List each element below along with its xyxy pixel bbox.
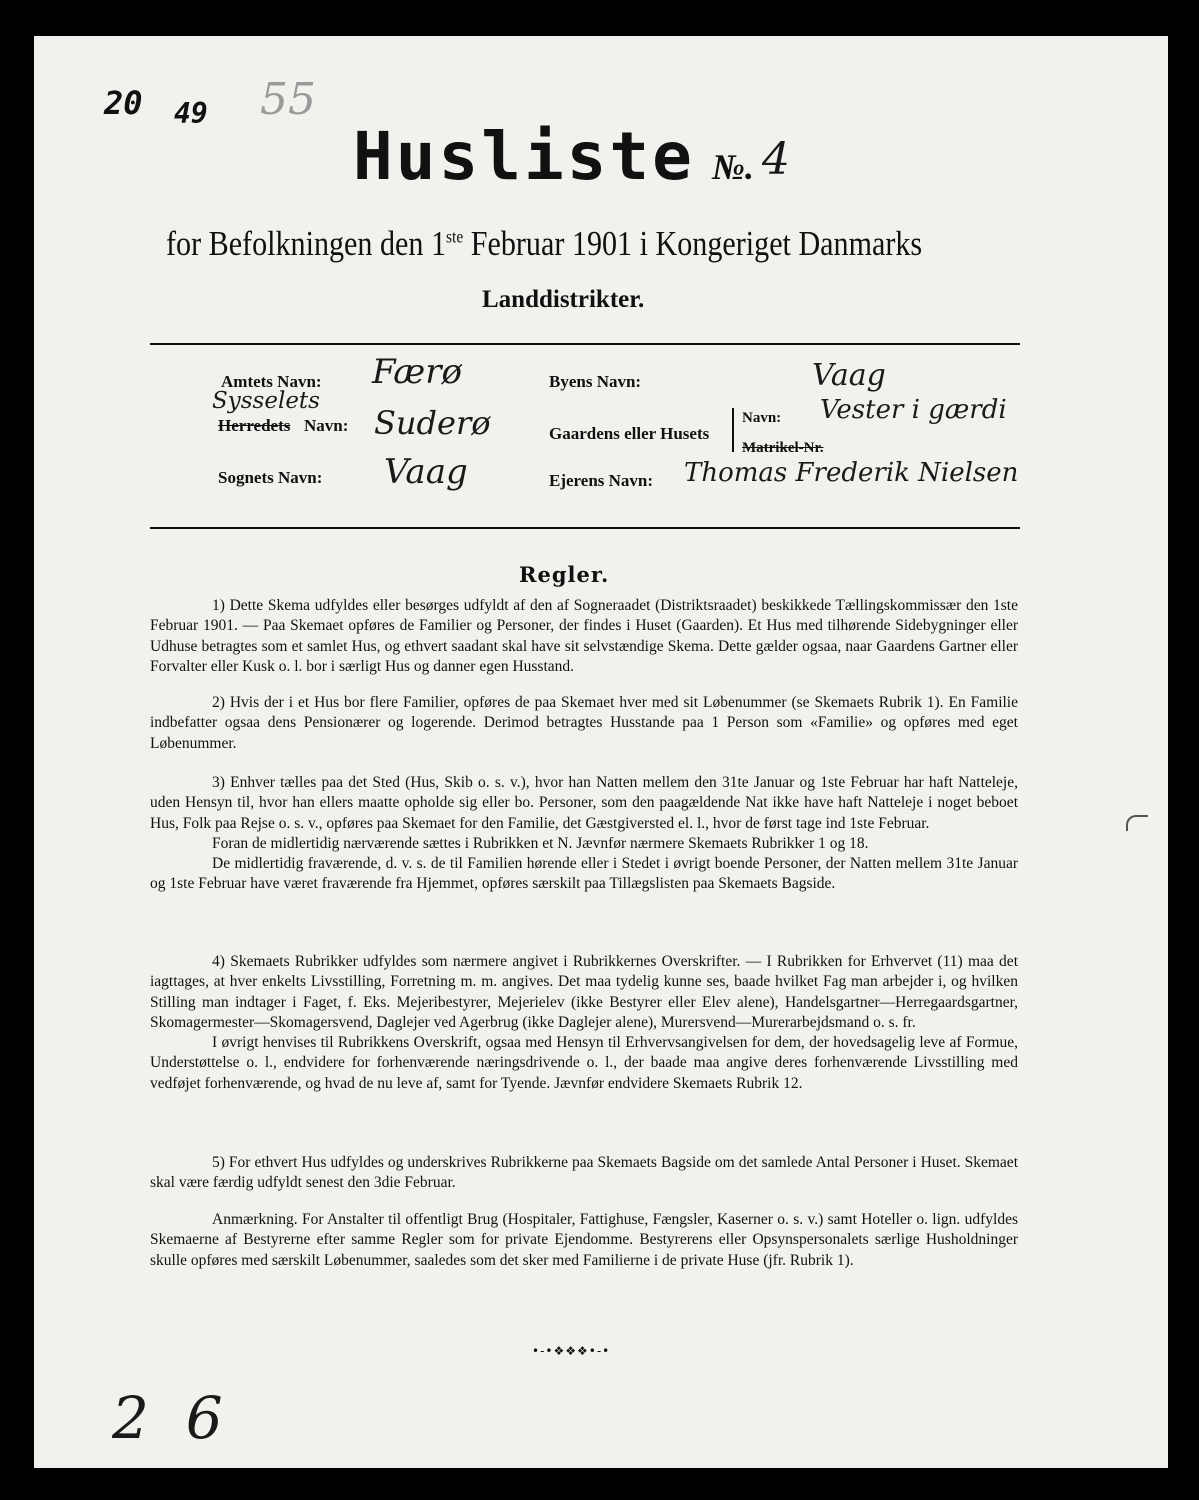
rule-5: [150, 1153, 1018, 1194]
rule-3: [150, 773, 1018, 895]
subtitle-text-pre: for Befolkningen den 1: [166, 224, 447, 263]
rule-3-text-a: 3) Enhver tælles paa det Sted (Hus, Skib o. s. v.), hvor han Natten mellem den 31te Januar og 1ste Februar har haft Natteleje, uden Hensyn til, hvor han ellers maatte opholde sig eller bo. Personer, som den paagældende Nat ikke have haft Natteleje i noget beboet Hus, Folk paa Rejse o. s. v., opføres paa Skemaet for den Familie, det Gæstgiversted el. l., hvor de først tage ind 1ste Februar.: [150, 774, 1018, 832]
herred-label-struck: Herredets: [218, 416, 291, 435]
stamp-number-left: 20: [104, 84, 143, 122]
herred-value: Suderø: [374, 404, 491, 442]
navn-label: Navn:: [742, 410, 782, 426]
rule-1-text: 1) Dette Skema udfyldes eller besørges udfyldt af den af Sogneraadet (Distriktsraadet) beskikkede Tællingskommissær den 1ste Februar 1901. — Paa Skemaet opføres de Familier og Personer, der findes i Huset (Gaarden). Et Hus med tilhørende Sidebygninger eller Udhuse betragtes som et samlet Hus, og ethvert saadant skal have sit selvstændige Skema. Dette gælder ogsaa, naar Gaardens Gartner eller Forvalter eller Kusk o. l. bor i særligt Hus og danner egen Husstand.: [150, 597, 1018, 675]
rule-5-text: 5) For ethvert Hus udfyldes og underskrives Rubrikkerne paa Skemaets Bagside om det samlede Antal Personer i Huset. Skemaet skal være færdig udfyldt senest den 3die Februar.: [150, 1154, 1018, 1192]
form-title: Husliste: [353, 118, 695, 195]
sogn-label: Sognets Navn:: [218, 468, 323, 487]
rule-4: [150, 952, 1018, 1094]
district-heading: Landdistrikter.: [482, 286, 645, 313]
ornament-divider: •-•❖❖❖•-•: [532, 1344, 611, 1358]
matrikel-label-struck: Matrikel-Nr.: [742, 440, 824, 456]
form-subtitle: [166, 224, 923, 264]
navn-value: Vester i gærdi: [820, 395, 1007, 425]
rule-4-text-b: I øvrigt henvises til Rubrikkens Overskrift, ogsaa med Hensyn til Erhvervsangivelsen for dem, der hovedsagelig leve af Formue, Understøttelse o. l., endvidere for forhenværende næringsdrivende o. l., der baade maa angive deres forhenværende Livsstilling med vedføjet forhenværende, og hvad de nu leve af, samt for Tyende. Jævnfør endvidere Skemaets Rubrik 12.: [150, 1034, 1018, 1092]
bottom-handwritten-number: 2 6: [112, 1384, 223, 1452]
ejer-label: Ejerens Navn:: [549, 471, 654, 490]
margin-mark: [1126, 815, 1148, 831]
pencil-number: 55: [260, 74, 316, 125]
sysselets-handwritten: Sysselets: [212, 388, 320, 414]
by-label: Byens Navn:: [549, 372, 642, 391]
header-rule-top: [150, 343, 1020, 345]
herred-label-suffix: Navn:: [304, 416, 349, 435]
amt-label: Amtets Navn:: [221, 372, 322, 391]
stamp-number-middle: 49: [174, 97, 208, 130]
by-value: Vaag: [812, 358, 886, 393]
rule-4-text-a: 4) Skemaets Rubrikker udfyldes som nærmere angivet i Rubrikkernes Overskrifter. — I Rubrikken for Erhvervet (11) maa det iagttages, at hver enkelts Livsstilling, Forretning m. m. angives. Det maa tydelig kunne ses, baade hvilket Fag man arbejder i, og hvilken Stilling man indtager i Faget, f. Eks. Mejeribestyrer, Mejerielev (ikke Bestyrer eller Elev alene), Handelsgartner—Herregaardsgartner, Skomagermester—Skomagersvend, Daglejer ved Agerbrug (ikke Daglejer alene), Murersvend—Murerarbejdsmand o. s. fr.: [150, 953, 1018, 1031]
form-number-label: №.: [712, 147, 754, 187]
amt-value: Færø: [372, 352, 462, 392]
subtitle-text-post: Februar 1901 i Kongeriget Danmarks: [463, 224, 923, 263]
subtitle-superscript: ste: [446, 226, 464, 247]
rule-3-text-b: Foran de midlertidig nærværende sættes i Rubrikken et N. Jævnfør nærmere Skemaets Rubrikker 1 og 18.: [212, 834, 869, 852]
form-number-value: 4: [762, 134, 790, 185]
rules-heading: Regler.: [519, 562, 610, 587]
rule-2-text: 2) Hvis der i et Hus bor flere Familier, opføres de paa Skemaet hver med sit Løbenummer (se Skemaets Rubrik 1). En Familie indbefatter ogsaa dens Pensionærer og logerende. Derimod betragtes Husstande paa 1 Person som «Familie» og opføres med eget Løbenummer.: [150, 694, 1018, 752]
sogn-value: Vaag: [384, 452, 468, 492]
ejer-value: Thomas Frederik Nielsen: [684, 458, 1019, 488]
gaard-brace: [732, 408, 734, 452]
rule-1: [150, 596, 1018, 677]
gaard-label: Gaardens eller Husets: [549, 424, 710, 443]
note-paragraph: [150, 1210, 1018, 1271]
header-rule-bottom: [150, 527, 1020, 529]
note-text: Anmærkning. For Anstalter til offentligt Brug (Hospitaler, Fattighuse, Fængsler, Kaserner o. s. v.) samt Hoteller o. lign. udfyldes Skemaerne af Bestyrerne efter samme Regler som for private Ejendomme. Bestyrerens eller Opsynspersonalets særlige Husholdninger skulle opføres med særskilt Løbenummer, saaledes som det sker med Familierne i de private Huse (jfr. Rubrik 1).: [150, 1211, 1018, 1269]
rule-3-text-c: De midlertidig fraværende, d. v. s. de til Familien hørende eller i Stedet i øvrigt boende Personer, der Natten mellem 31te Januar og 1ste Februar have været fraværende fra Hjemmet, opføres særskilt paa Tillægslisten paa Skemaets Bagside.: [150, 855, 1018, 893]
rule-2: [150, 693, 1018, 754]
